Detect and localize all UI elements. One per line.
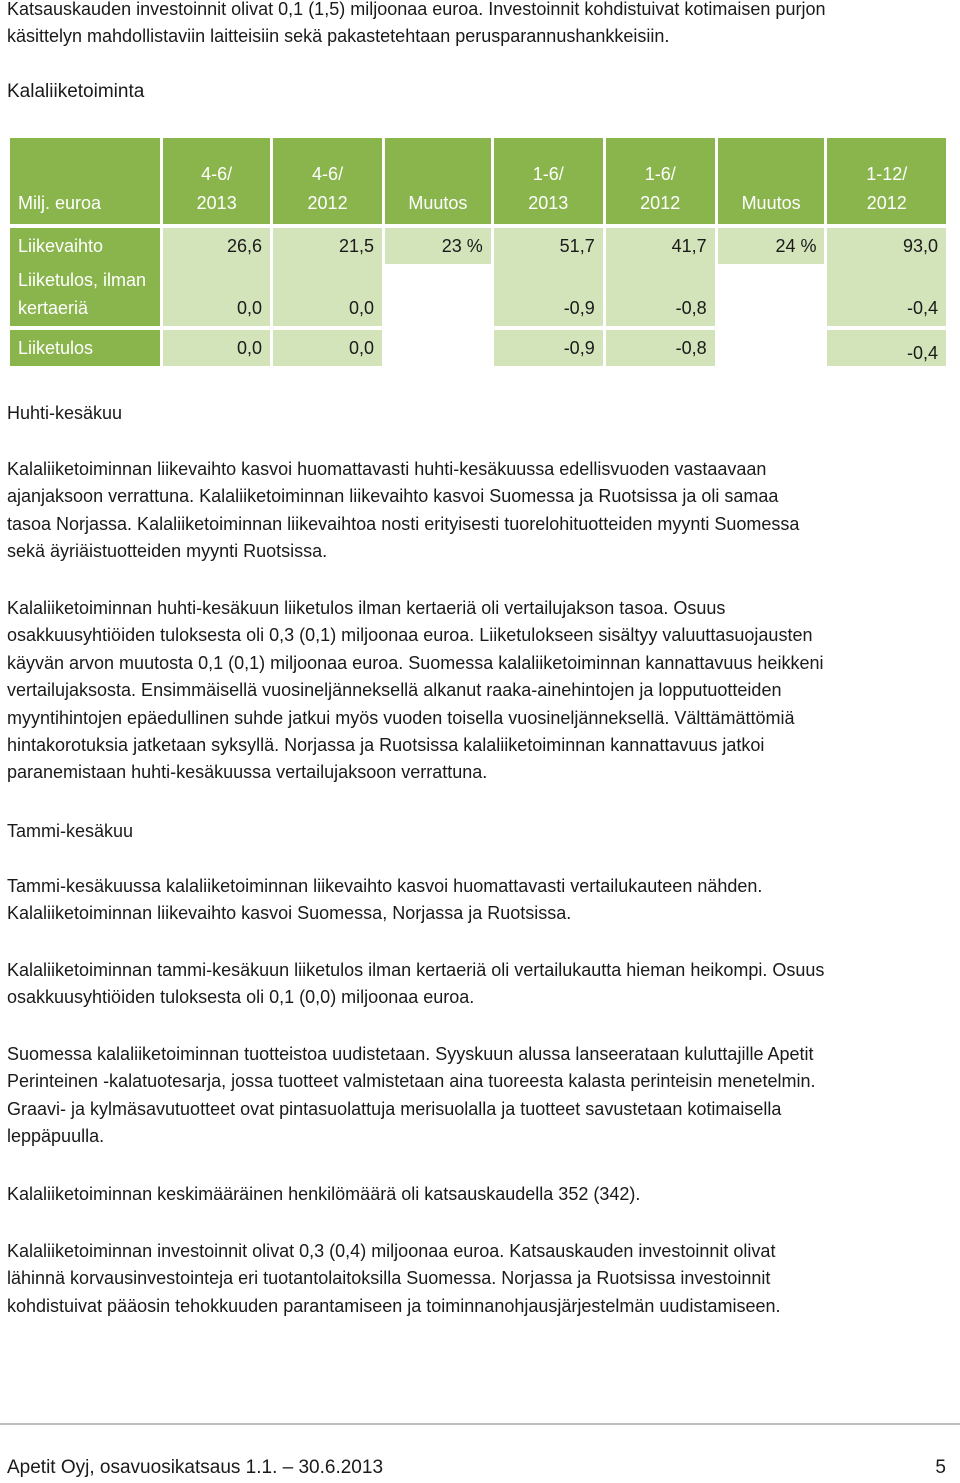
text-line: Graavi- ja kylmäsavutuotteet ovat pintasuolattuja merisuolalla ja tuotteet savustetaan kotimaisella	[7, 1098, 782, 1119]
text-line: osakkuusyhtiöiden tuloksesta oli 0,1 (0,0) miljoonaa euroa.	[7, 987, 475, 1008]
text-line: myyntihintojen epäedullinen suhde jatkui myös vuoden toisella vuosineljänneksellä. Välttämättömiä	[7, 707, 795, 728]
unit-label: Milj. euroa	[10, 138, 163, 224]
text-line: kohdistuivat pääosin tehokkuuden parantamiseen ja toiminnanohjausjärjestelmän uudistamiseen.	[7, 1295, 781, 1316]
intro-paragraph	[7, 0, 953, 51]
text-line: tasoa Norjassa. Kalaliiketoiminnan liikevaihtoa nosti erityisesti tuorelohituotteiden myynti Suomessa	[7, 513, 800, 534]
table-cell	[718, 330, 828, 366]
text-line: osakkuusyhtiöiden tuloksesta oli 0,3 (0,1) miljoonaa euroa. Liiketulokseen sisältyy valuuttasuojausten	[7, 625, 813, 646]
table-cell: 21,5	[273, 228, 385, 264]
column-header: Muutos	[718, 138, 828, 224]
footer-divider	[0, 1423, 960, 1425]
table-header-row	[10, 138, 946, 224]
paragraph	[7, 1041, 953, 1151]
table-row	[10, 264, 946, 326]
text-line: lähinnä korvausinvestointeja eri tuotantolaitoksilla Suomessa. Norjassa ja Ruotsissa investoinnit	[7, 1268, 771, 1289]
paragraph	[7, 595, 953, 787]
table-cell: 24 %	[718, 228, 828, 264]
subsection-title: Huhti-kesäkuu	[7, 403, 123, 423]
text-line: Kalaliiketoiminnan investoinnit olivat 0,3 (0,4) miljoonaa euroa. Katsauskauden investoinnit olivat	[7, 1241, 776, 1261]
table-cell: 0,0	[273, 330, 385, 366]
table-cell: 0,0	[163, 264, 273, 326]
row-label: Liikevaihto	[10, 228, 163, 264]
footer-text: Apetit Oyj, osavuosikatsaus 1.1. – 30.6.2013	[7, 1457, 384, 1478]
text-line: käsittelyn mahdollistaviin laitteisiin sekä pakastetehtaan perusparannushankkeisiin.	[7, 26, 670, 47]
text-line: hintakorotuksia jatketaan syksyllä. Norjassa ja Ruotsissa kalaliiketoiminnan kannattavuus jatkoi	[7, 735, 765, 756]
table-cell: 0,0	[273, 264, 385, 326]
column-header: Muutos	[385, 138, 494, 224]
table-cell: 23 %	[385, 228, 494, 264]
text-line: Perinteinen -kalatuotesarja, jossa tuotteet valmistetaan aina tuoreesta kalasta perinteisin menetelmin.	[7, 1071, 816, 1092]
table-cell: 0,0	[163, 330, 273, 366]
paragraph	[7, 1238, 953, 1320]
table-cell	[718, 264, 828, 326]
column-header: 1-6/ 2012	[606, 138, 718, 224]
table-cell: -0,8	[606, 330, 718, 366]
paragraph	[7, 957, 953, 1012]
table-cell: -0,9	[494, 264, 606, 326]
table-cell: -0,9	[494, 330, 606, 366]
text-line: Kalaliiketoiminnan keskimääräinen henkilömäärä oli katsauskaudella 352 (342).	[7, 1184, 641, 1204]
text-line: Katsauskauden investoinnit olivat 0,1 (1,5) miljoonaa euroa. Investoinnit kohdistuivat kotimaisen purjon	[7, 0, 826, 19]
column-header: 1-6/ 2013	[494, 138, 606, 224]
table-cell	[385, 264, 494, 326]
table-row	[10, 228, 946, 264]
table-cell	[385, 330, 494, 366]
text-line: Kalaliiketoiminnan liikevaihto kasvoi Suomessa, Norjassa ja Ruotsissa.	[7, 903, 572, 924]
table-cell: 93,0	[827, 228, 946, 264]
text-line: Kalaliiketoiminnan liikevaihto kasvoi huomattavasti huhti-kesäkuussa edellisvuoden vastaavaan	[7, 459, 767, 479]
text-line: paranemistaan huhti-kesäkuussa vertailujaksoon verrattuna.	[7, 762, 488, 783]
text-line: leppäpuulla.	[7, 1126, 105, 1147]
paragraph	[7, 1181, 953, 1208]
text-line: Kalaliiketoiminnan huhti-kesäkuun liiketulos ilman kertaeriä oli vertailujakson tasoa. Osuus	[7, 598, 726, 618]
column-header: 4-6/ 2012	[273, 138, 385, 224]
row-label: Liiketulos	[10, 330, 163, 366]
paragraph	[7, 456, 953, 566]
text-line: Tammi-kesäkuussa kalaliiketoiminnan liikevaihto kasvoi huomattavasti vertailukauteen nähden.	[7, 876, 763, 896]
text-line: vertailujaksosta. Ensimmäisellä vuosineljänneksellä alkanut raaka-ainehintojen ja lopputuotteiden	[7, 680, 782, 701]
section-title: Kalaliiketoiminta	[7, 81, 145, 102]
text-line: käyvän arvon muutosta 0,1 (0,1) miljoonaa euroa. Suomessa kalaliiketoiminnan kannattavuus heikkeni	[7, 652, 824, 673]
table-cell: -0,8	[606, 264, 718, 326]
table-row	[10, 330, 946, 366]
text-line: Kalaliiketoiminnan tammi-kesäkuun liiketulos ilman kertaeriä oli vertailukautta hieman heikompi. Osuus	[7, 960, 825, 980]
table-cell: 41,7	[606, 228, 718, 264]
column-header: 4-6/ 2013	[163, 138, 273, 224]
paragraph	[7, 873, 953, 928]
table-cell: -0,4	[827, 264, 946, 326]
column-header: 1-12/ 2012	[827, 138, 946, 224]
row-label: Liiketulos, ilman kertaeriä	[10, 264, 163, 326]
page-number: 5	[935, 1457, 946, 1478]
table-cell: 51,7	[494, 228, 606, 264]
text-line: ajanjaksoon verrattuna. Kalaliiketoiminnan liikevaihto kasvoi Suomessa ja Ruotsissa ja oli samaa	[7, 486, 779, 507]
subsection-title: Tammi-kesäkuu	[7, 821, 134, 841]
table-cell: 26,6	[163, 228, 273, 264]
text-line: Suomessa kalaliiketoiminnan tuotteistoa uudistetaan. Syyskuun alussa lanseerataan kuluttajille Apetit	[7, 1044, 814, 1064]
table-cell: -0,4	[827, 330, 946, 366]
financials-table	[10, 138, 946, 366]
text-line: sekä äyriäistuotteiden myynti Ruotsissa.	[7, 541, 328, 562]
